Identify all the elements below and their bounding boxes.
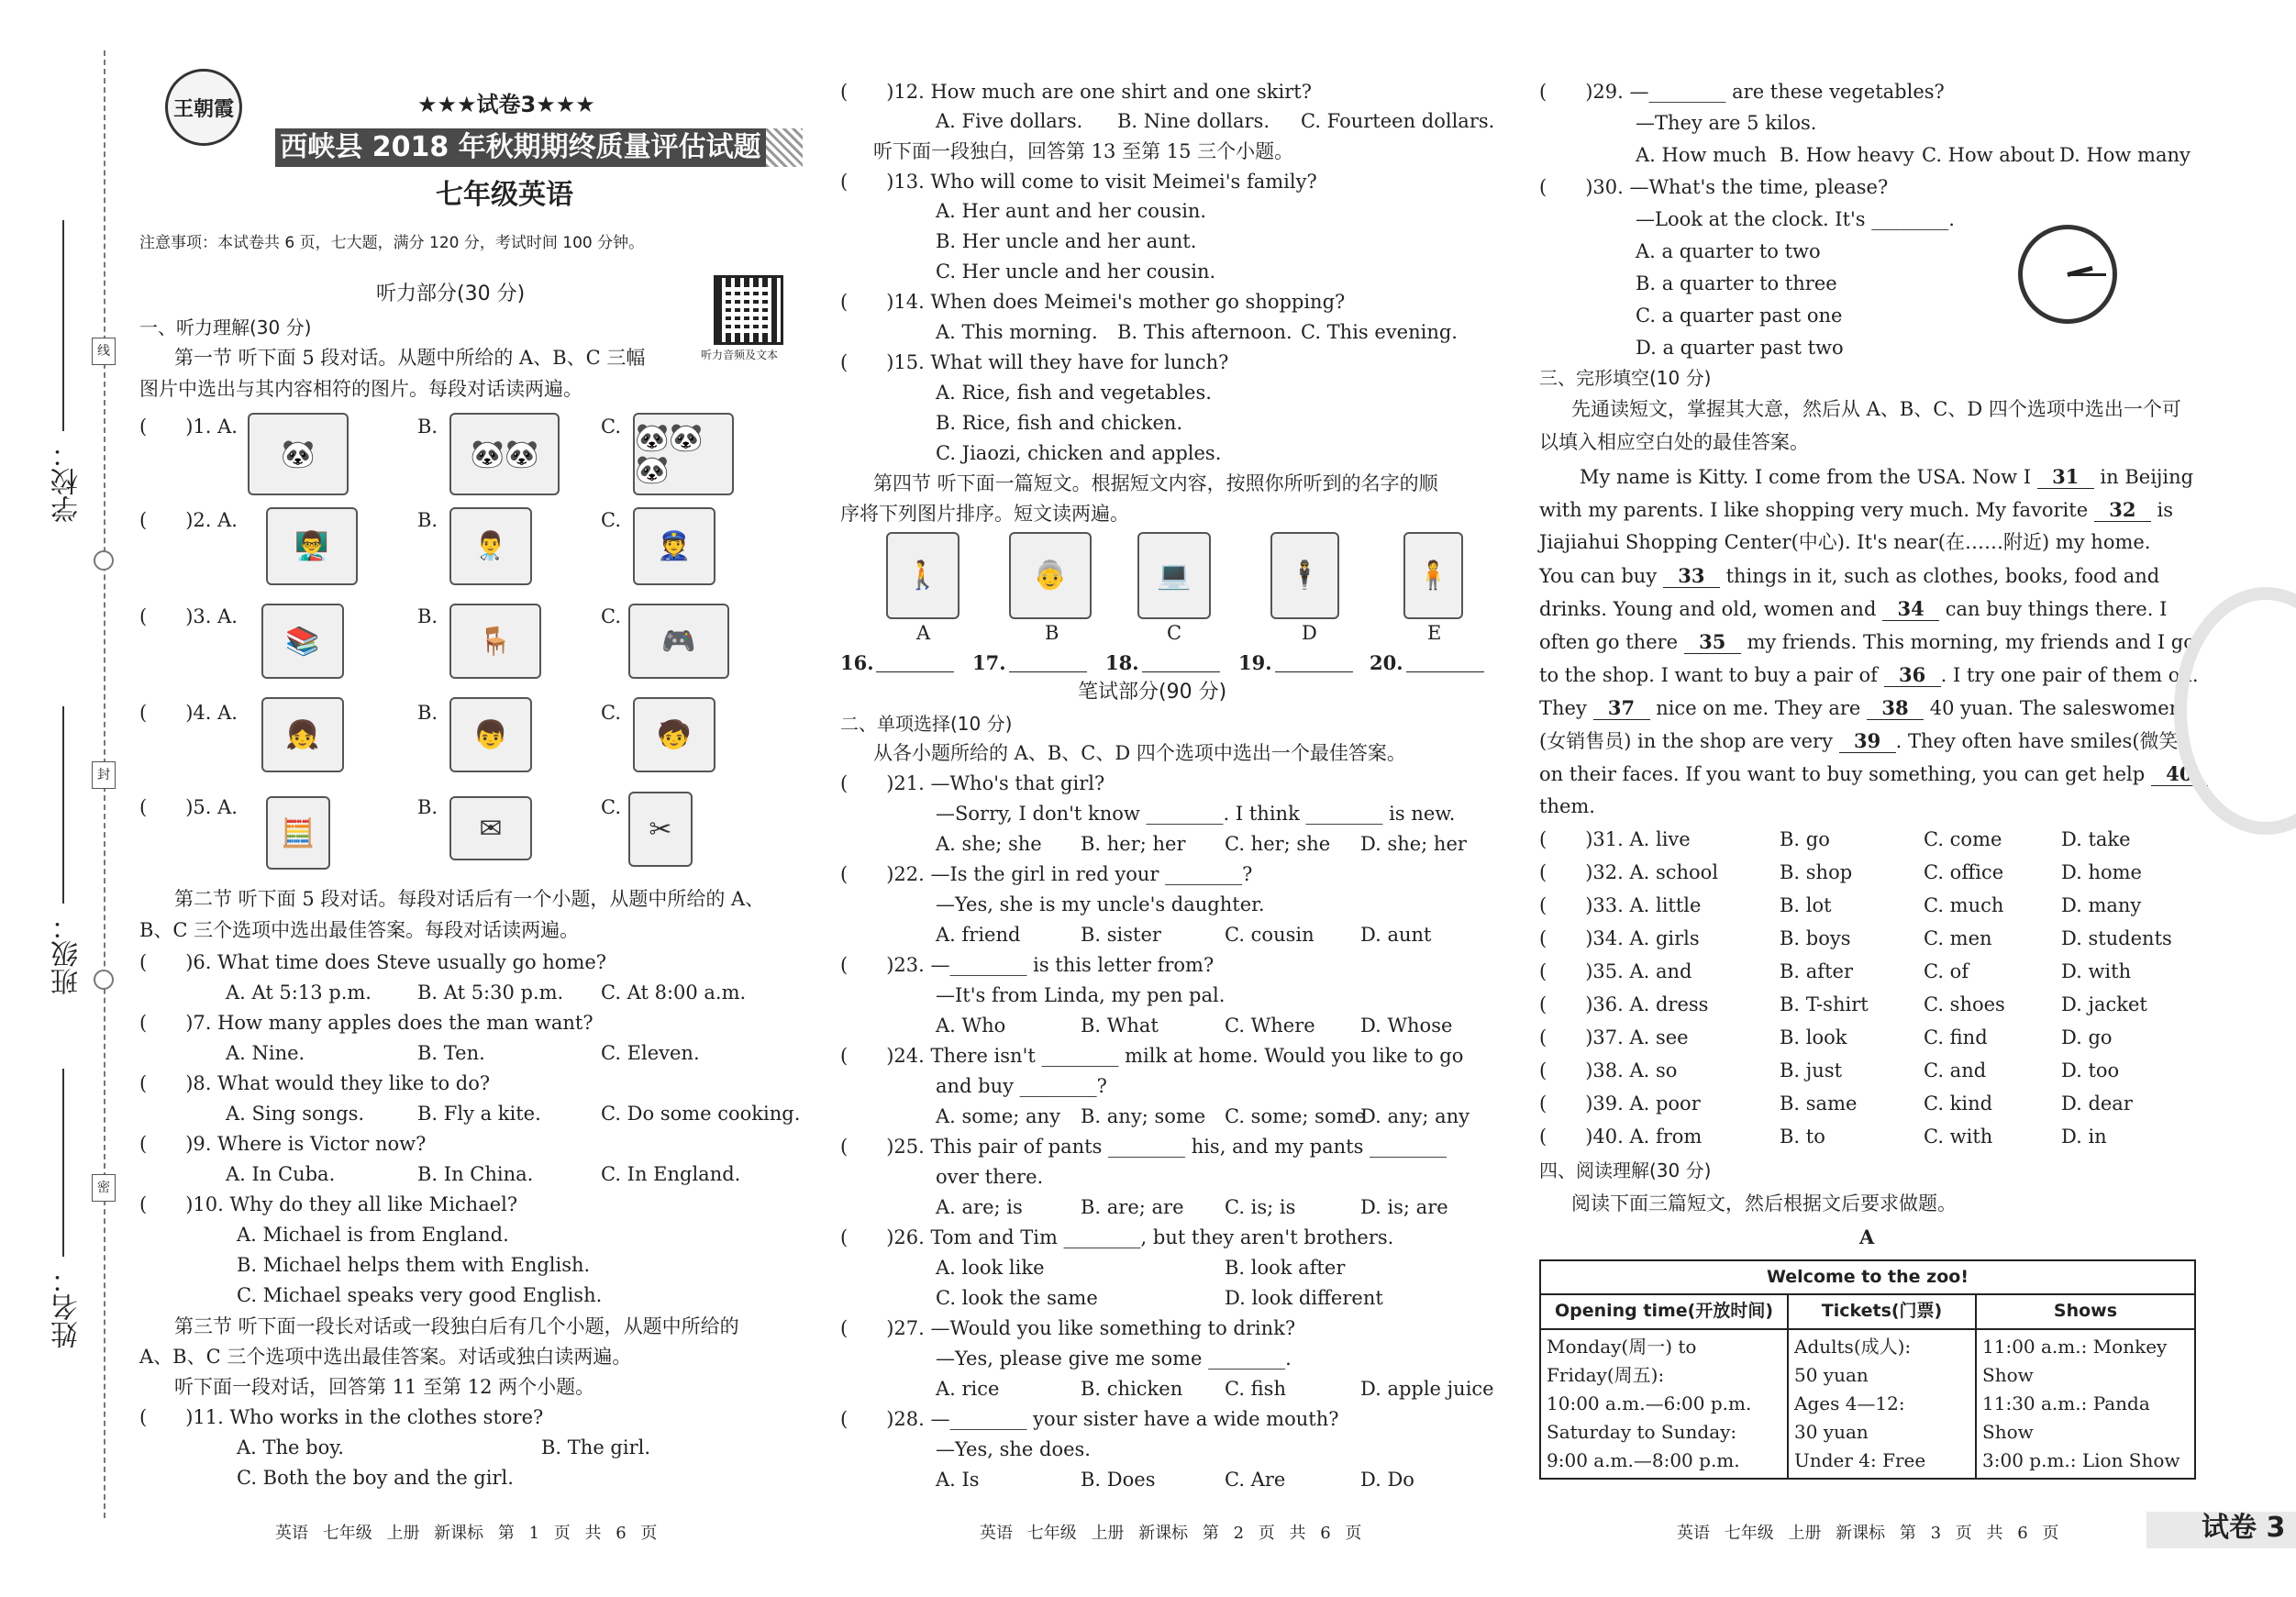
question-2: ( )2. A.	[139, 509, 238, 531]
answer-19-label: 19.	[1238, 651, 1272, 674]
blank-35[interactable]: 35	[1684, 630, 1741, 654]
two-pandas-icon[interactable]: 🐼🐼	[449, 413, 560, 495]
option-b[interactable]: B. lot	[1780, 894, 1832, 916]
doctor-icon[interactable]: 👨‍⚕️	[449, 507, 532, 585]
part2-instruction: B、C 三个选项中选出最佳答案。每段对话读两遍。	[139, 919, 580, 941]
qr-caption: 听力音频及文本	[701, 349, 779, 361]
written-title: 笔试部分(90 分)	[1078, 681, 1227, 704]
margin-seal-icon	[94, 550, 114, 571]
question-30: ( )30. —What's the time, please?	[1539, 176, 1889, 198]
option-d[interactable]: D. dear	[2061, 1092, 2133, 1115]
blank-40[interactable]: 40	[2151, 762, 2208, 786]
main-title: 西峡县 2018 年秋期期终质量评估试题	[275, 128, 766, 167]
option-d[interactable]: D. look different	[1225, 1287, 1383, 1309]
subject-title: 七年级英语	[436, 179, 573, 211]
calculator-icon[interactable]: 🧮	[266, 796, 330, 870]
option-b[interactable]: B. any; some	[1081, 1105, 1206, 1127]
option-a[interactable]: A. How much	[1636, 144, 1767, 166]
option-b[interactable]: B. boys	[1780, 927, 1851, 949]
option-c[interactable]: C. Do some cooking.	[601, 1103, 801, 1125]
option-c[interactable]: C. is; is	[1225, 1196, 1296, 1218]
bookcase-icon[interactable]: 📚	[261, 604, 344, 679]
cloze-option-row-32	[1539, 861, 2142, 884]
answer-20-blank[interactable]	[1406, 671, 1484, 672]
picture-letter: B	[1045, 622, 1059, 644]
question-29: ( )29. —________ are these vegetables?	[1539, 81, 1945, 103]
option-b[interactable]: B. Ten.	[417, 1042, 485, 1064]
option-b[interactable]: B. At 5:30 p.m.	[417, 981, 564, 1004]
picture-letter: C	[1167, 622, 1182, 644]
zoo-info-table	[1539, 1259, 2196, 1480]
answer-18-blank[interactable]	[1142, 671, 1220, 672]
scissors-icon[interactable]: ✂	[628, 792, 693, 867]
option-a[interactable]: A. are; is	[936, 1196, 1023, 1218]
option-c[interactable]: C. Where	[1225, 1015, 1315, 1037]
option-c[interactable]: C. her; she	[1225, 833, 1331, 855]
option-b[interactable]: B. Her uncle and her aunt.	[936, 230, 1197, 252]
option-c[interactable]: C. find	[1924, 1026, 1988, 1048]
blank-39[interactable]: 39	[1839, 729, 1896, 753]
option-a[interactable]: ( )38. A. so	[1539, 1059, 1678, 1081]
option-d[interactable]: D. home	[2061, 861, 2142, 883]
answer-16-blank[interactable]	[876, 671, 954, 672]
question-23: ( )23. —________ is this letter from?	[840, 954, 1215, 976]
option-b[interactable]: B. Does	[1081, 1469, 1156, 1491]
margin-seal-icon	[94, 970, 114, 990]
page-footer: 英语 七年级 上册 新课标 第 3 页 共 6 页	[1677, 1524, 2059, 1543]
option-c-label: C.	[601, 796, 621, 818]
cloze-option-row-39	[1539, 1092, 2133, 1115]
question-28: ( )28. —________ your sister have a wide mouth?	[840, 1408, 1339, 1430]
cloze-option-row-36	[1539, 993, 2147, 1016]
question-21: ( )21. —Who's that girl?	[840, 772, 1105, 794]
option-c[interactable]: C. Are	[1225, 1469, 1286, 1491]
boy-with-glasses-icon[interactable]: 🧒	[633, 697, 715, 772]
section-4-instruction: 阅读下面三篇短文，然后根据文后要求做题。	[1571, 1192, 1957, 1214]
exam-number: ★★★试卷3★★★	[417, 92, 595, 117]
blank-32[interactable]: 32	[2094, 498, 2151, 522]
option-d[interactable]: D. is; are	[1360, 1196, 1448, 1218]
answer-16-label: 16.	[840, 651, 874, 674]
option-b[interactable]: B. Fly a kite.	[417, 1103, 541, 1125]
opening-time-cell: Monday(周一) to Friday(周五): 10:00 a.m.—6:00 p.m. Saturday to Sunday: 9:00 a.m.—8:00 p.m.	[1540, 1329, 1788, 1479]
option-c[interactable]: C. This evening.	[1301, 321, 1458, 343]
blank-34[interactable]: 34	[1882, 597, 1939, 621]
picture-letter: E	[1427, 622, 1442, 644]
video-game-icon[interactable]: 🎮	[628, 604, 729, 679]
cloze-line-3: Jiajiahui Shopping Center(中心). It's near(在……附近) my home.	[1539, 531, 2151, 553]
option-c[interactable]: C. much	[1924, 894, 2004, 916]
option-b[interactable]: B. T-shirt	[1780, 993, 1869, 1015]
header-opening-time: Opening time(开放时间)	[1540, 1294, 1788, 1328]
section-3-instruction: 先通读短文，掌握其大意，然后从 A、B、C、D 四个选项中选出一个可	[1571, 398, 2181, 420]
name-label: 姓名：	[51, 1266, 83, 1348]
option-a[interactable]: A. Who	[936, 1015, 1006, 1037]
header-shows: Shows	[1976, 1294, 2195, 1328]
section-2-instruction: 从各小题所给的 A、B、C、D 四个选项中选出一个最佳答案。	[873, 742, 1406, 764]
shows-cell: 11:00 a.m.: Monkey Show 11:30 a.m.: Panda Show 3:00 p.m.: Lion Show	[1976, 1329, 2195, 1479]
option-b[interactable]: B. look after	[1225, 1257, 1346, 1279]
publisher-logo: 王朝霞	[165, 69, 242, 146]
question-23-line2: —It's from Linda, my pen pal.	[936, 984, 1226, 1006]
answer-17-label: 17.	[972, 651, 1006, 674]
option-c[interactable]: C. At 8:00 a.m.	[601, 981, 747, 1004]
option-b-label: B.	[417, 605, 438, 627]
option-a[interactable]: ( )36. A. dress	[1539, 993, 1709, 1015]
option-b[interactable]: B. The girl.	[541, 1436, 651, 1458]
margin-tag-line: 线	[92, 338, 116, 365]
option-a[interactable]: A. In Cuba.	[226, 1163, 336, 1185]
option-c[interactable]: C. men	[1924, 927, 1992, 949]
option-c-label: C.	[601, 509, 621, 531]
option-b[interactable]: B. This afternoon.	[1117, 321, 1292, 343]
part2-instruction: 第二节 听下面 5 段对话。每段对话后有一个小题，从题中所给的 A、	[174, 888, 765, 910]
option-c[interactable]: C. office	[1924, 861, 2004, 883]
option-a[interactable]: A. Her aunt and her cousin.	[936, 200, 1207, 222]
answer-17-blank[interactable]	[1009, 671, 1087, 672]
option-d[interactable]: D. with	[2061, 960, 2132, 982]
question-1: ( )1. A.	[139, 416, 238, 438]
option-a[interactable]: ( )35. A. and	[1539, 960, 1692, 982]
answer-18-label: 18.	[1105, 651, 1139, 674]
picture-letter: D	[1302, 622, 1317, 644]
teacher-icon[interactable]: 👨‍🏫	[266, 507, 358, 585]
boy-walking-icon[interactable]: 🚶	[886, 532, 959, 619]
option-d[interactable]: D. aunt	[1360, 924, 1432, 946]
option-b-label: B.	[417, 416, 438, 438]
option-d[interactable]: D. Do	[1360, 1469, 1414, 1491]
option-b[interactable]: B. her; her	[1081, 833, 1186, 855]
question-5: ( )5. A.	[139, 796, 238, 818]
option-a[interactable]: A. Sing songs.	[226, 1103, 365, 1125]
question-12: ( )12. How much are one shirt and one skirt?	[840, 81, 1312, 103]
grandmother-rocking-chair-icon[interactable]: 👵	[1009, 532, 1092, 619]
option-c[interactable]: C. fish	[1225, 1378, 1286, 1400]
option-d[interactable]: D. jacket	[2061, 993, 2147, 1015]
option-c[interactable]: C. some; some	[1225, 1105, 1366, 1127]
option-c[interactable]: C. of	[1924, 960, 1969, 982]
name-blank	[62, 1069, 64, 1257]
police-officer-icon[interactable]: 👮	[633, 507, 715, 585]
answer-20-label: 20.	[1370, 651, 1403, 674]
option-d[interactable]: D. How many	[2059, 144, 2191, 166]
option-b[interactable]: B. In China.	[417, 1163, 534, 1185]
option-b[interactable]: B. chicken	[1081, 1378, 1183, 1400]
tickets-cell: Adults(成人): 50 yuan Ages 4—12: 30 yuan Under 4: Free	[1788, 1329, 1976, 1479]
part3-instruction: 听下面一段独白，回答第 13 至第 15 三个小题。	[873, 140, 1294, 162]
section-3-heading: 三、完形填空(10 分)	[1539, 367, 1712, 389]
cloze-line-2: with my parents. I like shopping very much. My favorite 32 is	[1539, 498, 2174, 521]
question-3: ( )3. A.	[139, 605, 238, 627]
listening-title: 听力部分(30 分)	[376, 283, 526, 305]
option-a[interactable]: A. Five dollars.	[936, 110, 1083, 132]
part3-instruction: A、B、C 三个选项中选出最佳答案。对话或独白读两遍。	[139, 1346, 632, 1368]
question-24-line2: and buy ________?	[936, 1075, 1107, 1097]
option-a[interactable]: A. Michael is from England.	[237, 1224, 509, 1246]
question-15: ( )15. What will they have for lunch?	[840, 351, 1229, 373]
part4-instruction: 第四节 听下面一篇短文。根据短文内容，按照你所听到的名字的顺	[873, 472, 1438, 494]
option-a[interactable]: A. Is	[936, 1469, 980, 1491]
class-blank	[62, 706, 64, 904]
option-c[interactable]: C. Her uncle and her cousin.	[936, 261, 1216, 283]
question-29-line2: —They are 5 kilos.	[1636, 112, 1817, 134]
option-c[interactable]: C. with	[1924, 1126, 1993, 1148]
blank-31[interactable]: 31	[2037, 465, 2094, 489]
cloze-line-8: They 37 nice on me. They are 38 40 yuan. The saleswomen	[1539, 696, 2182, 719]
option-b-label: B.	[417, 509, 438, 531]
option-d[interactable]: D. students	[2061, 927, 2172, 949]
question-22: ( )22. —Is the girl in red your ________?	[840, 863, 1253, 885]
question-9: ( )9. Where is Victor now?	[139, 1133, 427, 1155]
option-c-label: C.	[601, 605, 621, 627]
question-27-line2: —Yes, please give me some ________.	[936, 1347, 1292, 1370]
option-d[interactable]: D. go	[2061, 1026, 2113, 1048]
option-a[interactable]: A. she; she	[936, 833, 1042, 855]
section-3-instruction: 以填入相应空白处的最佳答案。	[1539, 431, 1809, 453]
option-a[interactable]: A. some; any	[936, 1105, 1060, 1127]
option-c[interactable]: C. kind	[1924, 1092, 1993, 1115]
option-b[interactable]: B. to	[1780, 1126, 1825, 1148]
watermark-seal	[2174, 587, 2296, 835]
option-c[interactable]: C. look the same	[936, 1287, 1098, 1309]
cloze-option-row-35	[1539, 960, 2131, 983]
question-25-line2: over there.	[936, 1166, 1044, 1188]
option-d[interactable]: D. many	[2061, 894, 2142, 916]
option-a[interactable]: A. At 5:13 p.m.	[226, 981, 372, 1004]
option-c[interactable]: C. Fourteen dollars.	[1301, 110, 1495, 132]
cloze-option-row-33	[1539, 894, 2141, 917]
question-8: ( )8. What would they like to do?	[139, 1072, 491, 1094]
man-suit-icon[interactable]: 🕴	[1270, 532, 1339, 619]
option-c[interactable]: C. Jiaozi, chicken and apples.	[936, 442, 1222, 464]
cloze-option-row-37	[1539, 1026, 2113, 1049]
option-b[interactable]: B. What	[1081, 1015, 1159, 1037]
option-a[interactable]: A. The boy.	[237, 1436, 344, 1458]
option-d[interactable]: D. she; her	[1360, 833, 1467, 855]
clock-minute-hand	[2068, 273, 2106, 276]
option-a[interactable]: ( )34. A. girls	[1539, 927, 1700, 949]
cloze-line-4: You can buy 33 things in it, such as clothes, books, food and	[1539, 564, 2160, 587]
question-25: ( )25. This pair of pants ________ his, and my pants ________	[840, 1136, 1447, 1158]
page-footer: 英语 七年级 上册 新课标 第 1 页 共 6 页	[275, 1524, 658, 1543]
option-a[interactable]: A. rice	[936, 1378, 1000, 1400]
option-c[interactable]: C. come	[1924, 828, 2002, 850]
option-a[interactable]: ( )32. A. school	[1539, 861, 1719, 883]
envelope-icon[interactable]: ✉	[449, 796, 532, 860]
option-c[interactable]: C. a quarter past one	[1636, 305, 1843, 327]
question-10: ( )10. Why do they all like Michael?	[139, 1193, 518, 1215]
cloze-option-row-38	[1539, 1059, 2119, 1082]
option-c[interactable]: C. Both the boy and the girl.	[237, 1467, 514, 1489]
option-d[interactable]: D. too	[2061, 1059, 2120, 1081]
desk-icon[interactable]: 🪑	[449, 604, 541, 679]
part3-instruction: 听下面一段对话，回答第 11 至第 12 两个小题。	[174, 1376, 595, 1398]
picture-letter: A	[916, 622, 931, 644]
option-a[interactable]: A. Rice, fish and vegetables.	[936, 382, 1212, 404]
school-blank	[62, 220, 64, 431]
question-14: ( )14. When does Meimei's mother go shopping?	[840, 291, 1346, 313]
option-c-label: C.	[601, 416, 621, 438]
title-decoration	[766, 128, 803, 167]
option-b[interactable]: B. How heavy	[1780, 144, 1914, 166]
blank-36[interactable]: 36	[1884, 663, 1941, 687]
option-a[interactable]: A. friend	[936, 924, 1021, 946]
option-d[interactable]: D. in	[2061, 1126, 2107, 1148]
option-a[interactable]: ( )37. A. see	[1539, 1026, 1689, 1048]
option-b[interactable]: B. go	[1780, 828, 1830, 850]
option-b[interactable]: B. a quarter to three	[1636, 272, 1837, 294]
cloze-line-11: them.	[1539, 795, 1595, 817]
option-a[interactable]: A. This morning.	[936, 321, 1098, 343]
cloze-line-9: (女销售员) in the shop are very 39 . They often have smiles(微笑)	[1539, 729, 2186, 752]
option-b[interactable]: B. after	[1780, 960, 1853, 982]
option-c[interactable]: C. cousin	[1225, 924, 1314, 946]
blank-37[interactable]: 37	[1593, 696, 1650, 720]
option-c[interactable]: C. In England.	[601, 1163, 741, 1185]
option-b[interactable]: B. Rice, fish and chicken.	[936, 412, 1183, 434]
option-d[interactable]: D. any; any	[1360, 1105, 1470, 1127]
school-label: 学校：	[51, 440, 83, 523]
question-4: ( )4. A.	[139, 702, 238, 724]
woman-computer-icon[interactable]: 💻	[1137, 532, 1211, 619]
class-label: 班级：	[51, 913, 83, 995]
clock-icon	[2018, 225, 2117, 324]
option-c[interactable]: C. How about	[1922, 144, 2055, 166]
option-d[interactable]: D. take	[2061, 828, 2131, 850]
question-28-line2: —Yes, she does.	[936, 1438, 1091, 1460]
blank-38[interactable]: 38	[1867, 696, 1924, 720]
option-b[interactable]: B. sister	[1081, 924, 1161, 946]
exam-notice: 注意事项：本试卷共 6 页，七大题，满分 120 分，考试时间 100 分钟。	[139, 234, 645, 252]
cloze-line-6: often go there 35 my friends. This morning, my friends and I go	[1539, 630, 2195, 653]
question-7: ( )7. How many apples does the man want?	[139, 1012, 593, 1034]
section-4-heading: 四、阅读理解(30 分)	[1539, 1159, 1712, 1181]
section-2-heading: 二、单项选择(10 分)	[840, 713, 1013, 735]
panda-icon[interactable]: 🐼	[248, 413, 349, 495]
option-c[interactable]: C. Eleven.	[601, 1042, 700, 1064]
option-a[interactable]: A. look like	[936, 1257, 1045, 1279]
option-c[interactable]: C. shoes	[1924, 993, 2005, 1015]
question-27: ( )27. —Would you like something to drink?	[840, 1317, 1296, 1339]
option-d[interactable]: D. a quarter past two	[1636, 337, 1844, 359]
question-30-line2: —Look at the clock. It's ________.	[1636, 208, 1955, 230]
option-b[interactable]: B. look	[1780, 1026, 1847, 1048]
header-tickets: Tickets(门票)	[1788, 1294, 1976, 1328]
zoo-table-title: Welcome to the zoo!	[1540, 1260, 2195, 1294]
question-26: ( )26. Tom and Tim ________, but they aren't brothers.	[840, 1226, 1394, 1248]
margin-tag-seal: 封	[92, 761, 116, 789]
cloze-option-row-40	[1539, 1126, 2107, 1148]
option-d[interactable]: D. Whose	[1360, 1015, 1453, 1037]
three-pandas-icon[interactable]: 🐼🐼🐼	[633, 413, 734, 495]
exam-badge: 试卷 3	[2202, 1512, 2286, 1544]
question-6: ( )6. What time does Steve usually go home?	[139, 951, 607, 973]
cloze-line-5: drinks. Young and old, women and 34 can buy things there. I	[1539, 597, 2168, 620]
option-a[interactable]: A. a quarter to two	[1636, 240, 1821, 262]
girl-icon[interactable]: 👧	[261, 697, 344, 772]
cloze-line-1: My name is Kitty. I come from the USA. Now I 31 in Beijing	[1580, 465, 2194, 488]
cloze-line-10: on their faces. If you want to buy something, you can get help 40	[1539, 762, 2208, 786]
option-d[interactable]: D. apple juice	[1360, 1378, 1494, 1400]
option-a[interactable]: A. Nine.	[226, 1042, 305, 1064]
boy-icon[interactable]: 👦	[449, 697, 532, 772]
part1-instruction: 图片中选出与其内容相符的图片。每段对话读两遍。	[139, 378, 582, 400]
question-13: ( )13. Who will come to visit Meimei's family?	[840, 171, 1317, 193]
question-24: ( )24. There isn't ________ milk at home. Would you like to go	[840, 1045, 1464, 1067]
option-a[interactable]: ( )33. A. little	[1539, 894, 1702, 916]
blank-33[interactable]: 33	[1663, 564, 1720, 588]
question-22-line2: —Yes, she is my uncle's daughter.	[936, 893, 1265, 915]
page-footer: 英语 七年级 上册 新课标 第 2 页 共 6 页	[980, 1524, 1362, 1543]
question-21-line2: —Sorry, I don't know ________. I think ________ is new.	[936, 803, 1456, 825]
option-b[interactable]: B. are; are	[1081, 1196, 1184, 1218]
option-b[interactable]: B. just	[1780, 1059, 1843, 1081]
cloze-option-row-31	[1539, 828, 2131, 851]
option-b[interactable]: B. Nine dollars.	[1117, 110, 1270, 132]
option-b-label: B.	[417, 702, 438, 724]
part3-instruction: 第三节 听下面一段长对话或一段独白后有几个小题，从题中所给的	[174, 1315, 739, 1337]
option-a[interactable]: ( )40. A. from	[1539, 1126, 1703, 1148]
margin-tag-closed: 密	[92, 1174, 116, 1202]
option-b[interactable]: B. Michael helps them with English.	[237, 1254, 591, 1276]
part4-instruction: 序将下列图片排序。短文读两遍。	[840, 503, 1129, 525]
answer-19-blank[interactable]	[1275, 671, 1353, 672]
option-b-label: B.	[417, 796, 438, 818]
option-b[interactable]: B. shop	[1780, 861, 1853, 883]
part1-instruction: 第一节 听下面 5 段对话。从题中所给的 A、B、C 三幅	[174, 347, 646, 369]
cloze-option-row-34	[1539, 927, 2172, 950]
qr-code-icon[interactable]	[714, 275, 783, 345]
option-a[interactable]: ( )31. A. live	[1539, 828, 1691, 850]
question-11: ( )11. Who works in the clothes store?	[139, 1406, 544, 1428]
passage-a-label: A	[1859, 1225, 1875, 1248]
option-c[interactable]: C. Michael speaks very good English.	[237, 1284, 603, 1306]
cloze-line-7: to the shop. I want to buy a pair of 36 . I try one pair of them on.	[1539, 663, 2199, 686]
section-1-heading: 一、听力理解(30 分)	[139, 316, 312, 338]
option-b[interactable]: B. same	[1780, 1092, 1858, 1115]
option-a[interactable]: ( )39. A. poor	[1539, 1092, 1701, 1115]
option-c[interactable]: C. and	[1924, 1059, 1987, 1081]
girl-standing-icon[interactable]: 🧍	[1403, 532, 1463, 619]
option-c-label: C.	[601, 702, 621, 724]
